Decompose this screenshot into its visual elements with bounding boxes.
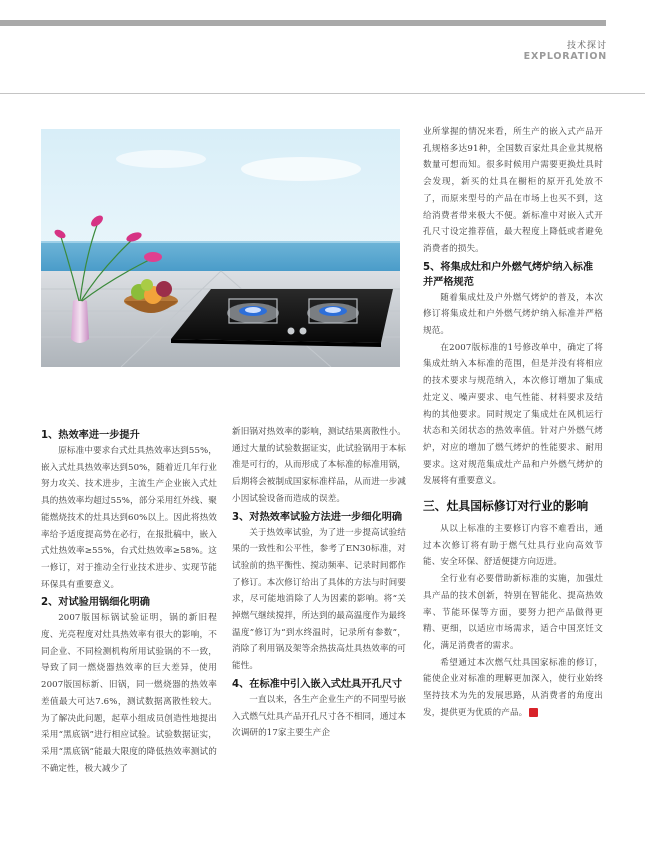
paragraph — [423, 655, 603, 722]
heading-2: 2、对试验用锅细化明确 — [41, 597, 150, 609]
paragraph: 2007版国标锅试验证明，锅的新旧程度、光亮程度对灶具热效率有很大的影响，不同企业、不同检测机构所用试验锅的不一致，导致了同一燃烧器热效率的巨大差异，使用2007版国标新、旧锅，同一燃烧器的热效率差值最大可达7.6%，测试数据离散性较大。为了解决此问题，起草小组成员创造性地提出采用“黑底锅”进行相应试验。试验数据证实，采用“黑底锅”能最大限度的降低热效率测试的不确定性，极大减少了 — [41, 613, 217, 774]
header-bar — [0, 20, 606, 26]
paragraph-text: 希望通过本次燃气灶具国家标准的修订，能使企业对标准的理解更加深入，使行业始终坚持技术为先的发展思路，从消费者的角度出发，提供更为优质的产品。 — [423, 657, 603, 718]
heading-1: 1、热效率进一步提升 — [41, 430, 140, 441]
paragraph: 业所掌握的情况来看，所生产的嵌入式产品开孔规格多达91种，全国数百家灶具企业其规格数量可想而知。很多时候用户需要更换灶具时会发现，新买的灶具在橱柜的原开孔处放不了，而原来型号的产品在市场上也买不到，这给消费者带来极大不便。新标准中对嵌入式开孔尺寸设定推荐值，最大程度上降低或者避免消费者的损失。 — [423, 127, 603, 254]
paragraph: 全行业有必要借助新标准的实施，加强灶具产品的技术创新，特别在智能化、提高热效率、节能环保等方面，要努力把产品做得更精、更细，以适应市场需求，适合中国烹饪文化，满足消费者的需求。 — [423, 574, 603, 651]
paragraph: 一直以来，各生产企业生产的不同型号嵌入式燃气灶具产品开孔尺寸各不相同，通过本次调研的17家主要生产企 — [232, 694, 406, 739]
heading-5: 5、将集成灶和户外燃气烤炉纳入标准并严格规范 — [423, 261, 594, 288]
end-mark-icon: G — [529, 708, 538, 717]
section-heading: 三、灶具国标修订对行业的影响 — [423, 499, 589, 514]
paragraph: 从以上标准的主要修订内容不难看出，通过本次修订将有助于燃气灶具行业向高效节能、安全环保、舒适便捷方向迈进。 — [423, 524, 603, 568]
gas-stove-photo — [41, 129, 400, 367]
section-title: 技术探讨 — [566, 41, 607, 51]
paragraph: 在2007版标准的1号修改单中，确定了将集成灶纳入本标准的范围，但是并没有将相应的技术要求与规范纳入，本次修订增加了集成灶定义、噪声要求、电气性能、材料要求及结构的其他要求。同时规定了集成灶在风机运行状态和关闭状态的热效率值。针对户外燃气烤炉，对应的增加了燃气烤炉的性能要求、耐用要求。这对规范集成灶产品和户外燃气烤炉的发展将有重要意义。 — [423, 342, 603, 487]
section-title-en: EXPLORATION — [523, 51, 607, 62]
paragraph: 关于热效率试验，为了进一步提高试验结果的一致性和公平性，参考了EN30标准，对试验前的热平衡性、搅动频率、记录时间都作了修订。本次修订给出了具体的方法与时间要求，尽可能地消除了人为因素的影响。将“关掉燃气继续搅拌，所达到的最高温度作为最终温度”修订为“到水终温时，记录所有参数”，消除了利用锅及架等余热拔高灶具热效率的可能性。 — [232, 527, 406, 672]
column-3 — [423, 124, 603, 722]
column-2 — [232, 424, 406, 742]
heading-4: 4、在标准中引入嵌入式灶具开孔尺寸 — [232, 678, 403, 690]
header-divider — [0, 93, 645, 94]
heading-3: 3、对热效率试验方法进一步细化明确 — [232, 511, 403, 523]
paragraph: 随着集成灶及户外燃气烤炉的普及，本次修订将集成灶和户外燃气烤炉纳入标准并严格规范。 — [423, 292, 603, 337]
paragraph: 原标准中要求台式灶具热效率达到55%，嵌入式灶具热效率达到50%，随着近几年行业努力攻关、技术进步，主流生产企业嵌入式灶具的热效率均超过55%，部分采用红外线、聚能燃烧技术的灶具达到60%以上。因此将热效率给予适度提高势在必行，在报批稿中，嵌入式灶热效率≥55%，台式灶热效率≥58%。这一修订，对于推动全行业技术进步、实现节能环保具有重要意义。 — [41, 446, 217, 590]
paragraph: 新旧锅对热效率的影响，测试结果离散性小。通过大量的试验数据证实，此试验锅用于本标准是可行的，从而形成了本标准的标准用锅，后期将会被制成国家标准样品，从而进一步减小因试验设备而造成的误差。 — [232, 427, 406, 504]
column-1 — [41, 426, 217, 777]
